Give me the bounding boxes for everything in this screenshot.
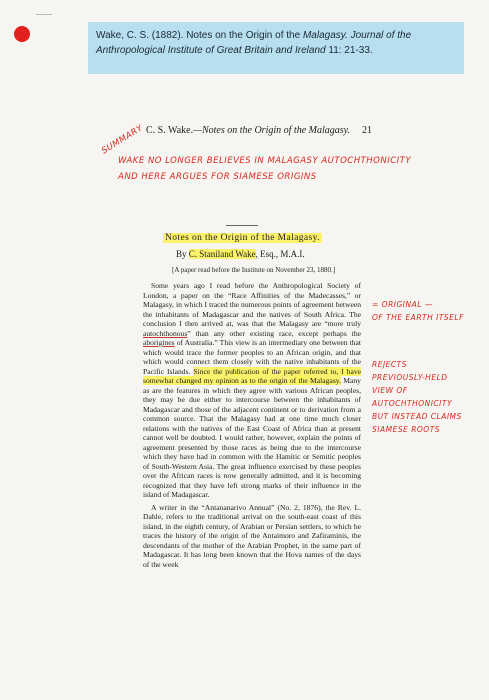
rejects-line-6: SIAMESE ROOTS [372,425,441,434]
rejects-line-4: AUTOCHTHONICITY [372,399,453,408]
running-head-title: —Notes on the Origin of the Malagasy. [193,125,351,136]
author-name: C. Staniland Wake [188,249,256,259]
rejects-line-3: VIEW OF [372,386,408,395]
author-suffix: , Esq., M.A.I. [255,249,305,259]
p1-text-c: of Australia.” This view is an intermediary one between that which would trace the former peoples to an African origin, and that which would connect them closely with the native inhabitants of the Pacific Islands. [143,338,361,376]
word-aborigines: aborigines [143,338,175,347]
paragraph-1 [143,281,361,500]
summary-line-2: AND HERE ARGUES FOR SIAMESE ORIGINS [118,172,317,182]
title-rule [226,225,258,226]
paragraph-2: A writer in the “Antananarivo Annual” (No. 2, 1876), the Rev. L. Dahle, refers to the traditional arrival on the south-east coast of this island, in the eighth century, of Arabian or Persian settlers, to which he traces the history of the origin of the Antaimoro and Zafiraminis, the descendants of the mother of the Arabian Prophet, in the same part of Madagascar. It has long been known that the Hova names of the days of the week [143,502,361,569]
read-note: [A paper read before the Institute on November 23, 1880.] [172,266,336,274]
highlighted-passage: Since the publication of the paper referred to, I have somewhat changed my opinion as to the origin of the Malagasy. [143,366,361,385]
gloss-line-2: OF THE EARTH ITSELF [372,313,464,322]
page-number: 21 [362,125,373,136]
p1-text-d: Many as are the features in which they agree with various African peoples, they may be due either to intercourse between the inhabitants of Madagascar and those of the adjacent continent or to derivation from a common source. That the Malagasy had at one time much closer relations with the natives of the East Coast of Africa than at present cannot well be doubted. I would rather, however, explain the points of agreement presented by those races as being due to the intercourse which they have had in common with the Hamitic or Semitic peoples of South-Western Asia. The great influence exercised by these peoples over the African races is now generally admitted, and it is becoming recognized that they have left strong marks of their influence in the island of Madagascar. [143,376,361,499]
autochthonous-gloss [372,298,464,324]
byline [176,249,305,259]
gloss-line-1: = ORIGINAL — [372,300,433,309]
citation-text-a: Wake, C. S. (1882). Notes on the Origin of the [96,30,303,41]
rejects-note [372,358,462,436]
citation-box [88,22,464,74]
running-head [146,125,372,136]
byline-by: By [176,249,187,259]
running-head-author: C. S. Wake. [146,125,194,136]
p1-text-a: Some years ago I read before the Anthropological Society of London, a paper on the “Race Affinities of the Madecasses,” or Malagasy, in which I traced the numerous points of agreement between the inhabitants of Madagascar and the natives of South Africa. The conclusion I then arrived at, was that the Malagasy are “more truly [143,281,361,328]
article-body [143,281,361,572]
red-dot-marker [14,26,30,42]
p1-text-b: ” than any other existing race, except perhaps the [187,328,361,338]
word-autochthonous: autochthonous [143,328,188,338]
citation-text-b: 11: 21-33. [325,45,373,56]
article-title: Notes on the Origin of the Malagasy. [165,233,320,243]
citation-journal: Malagasy. Journal of the Anthropological Institute of Great Britain and Ireland [96,30,412,56]
summary-line-1: WAKE NO LONGER BELIEVES IN MALAGASY AUTOCHTHONICITY [118,156,412,166]
summary-label: SUMMARY [100,123,145,157]
rejects-line-1: REJECTS [372,360,407,369]
rejects-line-2: PREVIOUSLY-HELD [372,373,448,382]
rejects-line-5: BUT INSTEAD CLAIMS [372,412,462,421]
corner-mark [36,14,52,15]
